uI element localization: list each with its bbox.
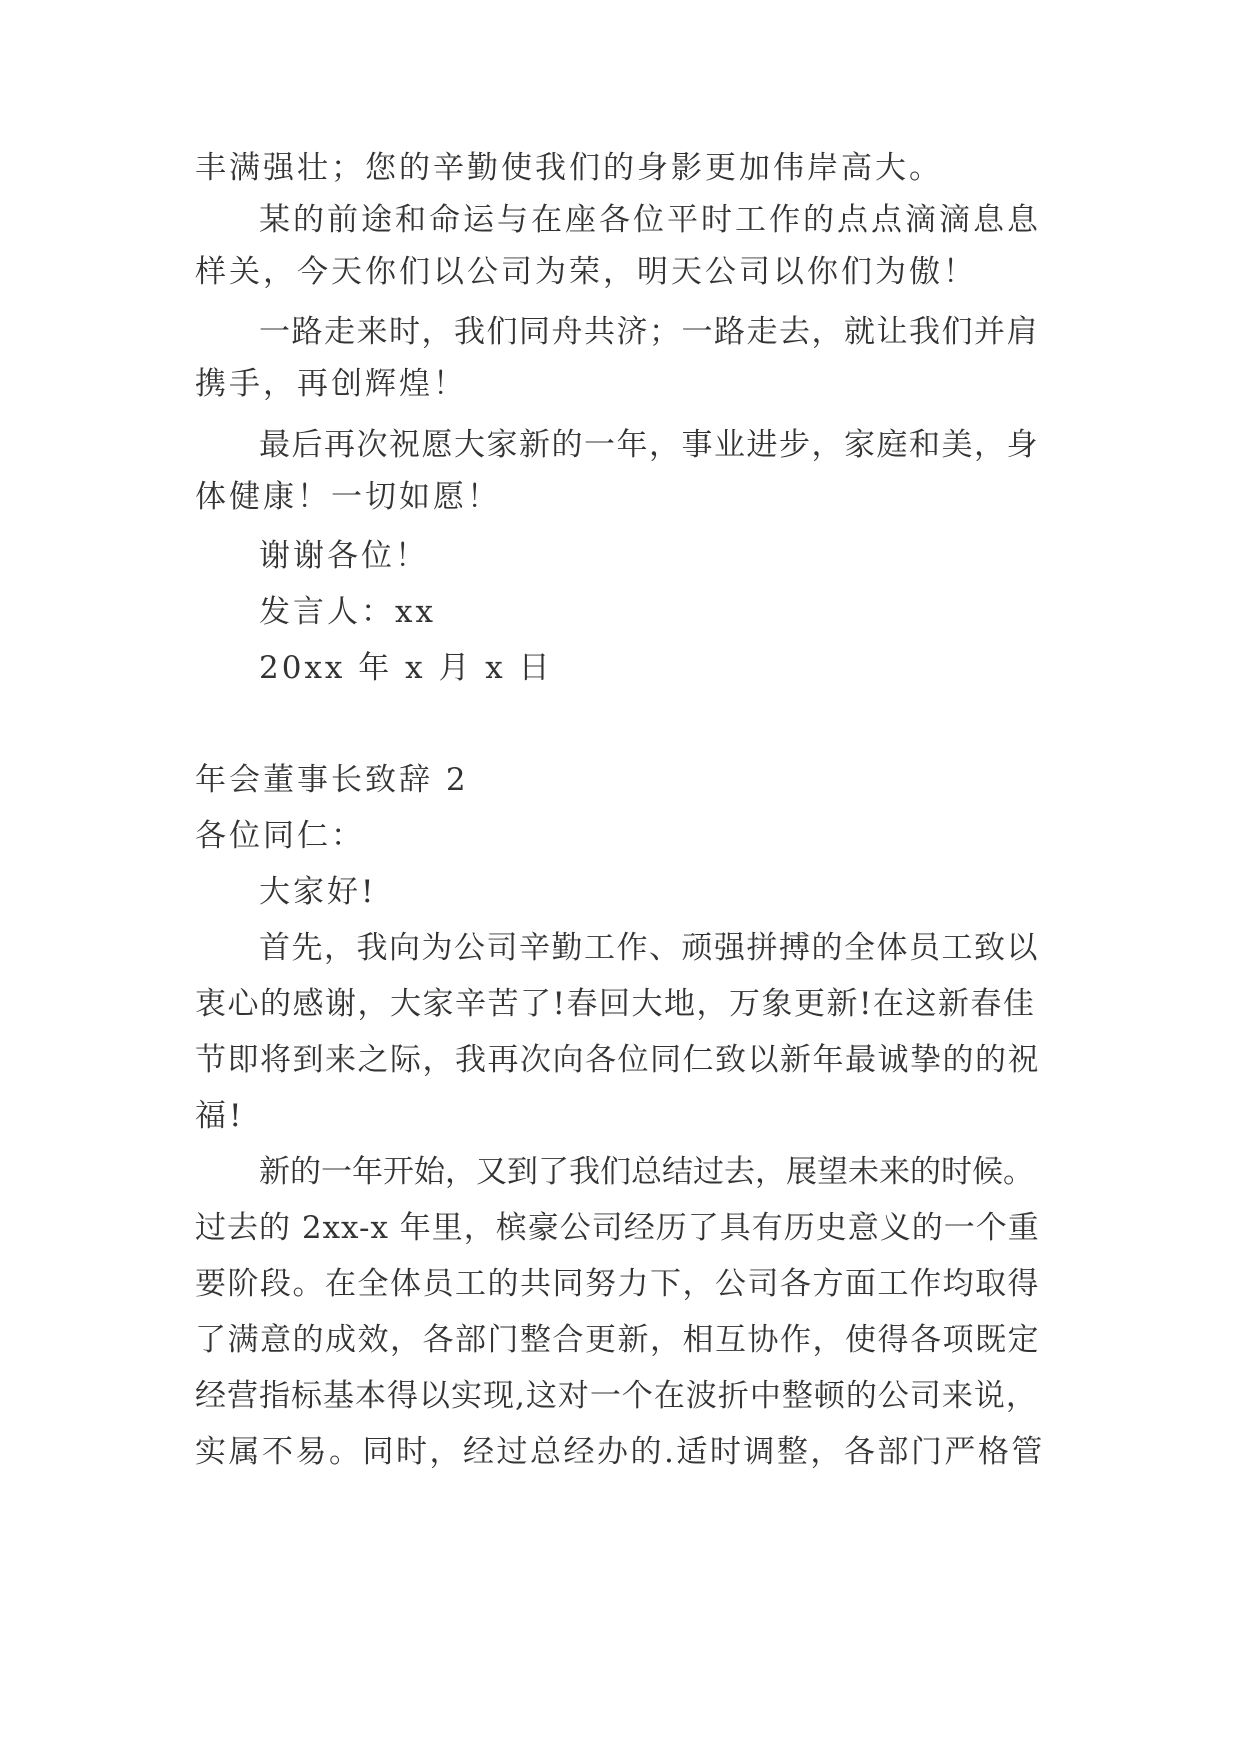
hello: 大家好! <box>259 874 377 910</box>
text-line: 首先，我向为公司辛勤工作、顽强拼搏的全体员工致以 <box>259 930 1039 966</box>
text-line: 体健康！一切如愿！ <box>195 479 501 515</box>
greeting: 各位同仁： <box>195 818 365 854</box>
text-line: 新的一年开始，又到了我们总结过去，展望未来的时候。 <box>259 1154 1034 1190</box>
text-line: 节即将到来之际，我再次向各位同仁致以新年最诚挚的的祝 <box>195 1042 1040 1078</box>
text-line: 携手，再创辉煌！ <box>195 366 467 402</box>
text-line: 了满意的成效，各部门整合更新，相互协作，使得各项既定 <box>195 1322 1040 1358</box>
text-line: 衷心的感谢，大家辛苦了!春回大地，万象更新!在这新春佳 <box>195 986 1036 1022</box>
text-line: 要阶段。在全体员工的共同努力下，公司各方面工作均取得 <box>195 1266 1040 1302</box>
text-line: 最后再次祝愿大家新的一年，事业进步，家庭和美，身 <box>259 427 1039 463</box>
text-line: 丰满强壮；您的辛勤使我们的身影更加伟岸高大。 <box>195 150 943 186</box>
text-line: 一路走来时，我们同舟共济；一路走去，就让我们并肩 <box>259 314 1039 350</box>
text-line: 谢谢各位！ <box>259 538 429 574</box>
text-line: 20xx 年 x 月 x 日 <box>259 650 553 686</box>
text-line: 某的前途和命运与在座各位平时工作的点点滴滴息息 <box>259 202 1041 238</box>
text-line: 经营指标基本得以实现,这对一个在波折中整顿的公司来说， <box>195 1378 1038 1414</box>
text-line: 发言人：xx <box>259 594 436 630</box>
text-line: 过去的 2xx-x 年里，槟豪公司经历了具有历史意义的一个重 <box>195 1210 1040 1246</box>
text-line: 福! <box>195 1098 245 1134</box>
text-line: 实属不易。同时，经过总经办的.适时调整，各部门严格管 <box>195 1434 1045 1470</box>
text-line: 样关，今天你们以公司为荣，明天公司以你们为傲！ <box>195 254 977 290</box>
section-title: 年会董事长致辞 2 <box>195 762 469 798</box>
